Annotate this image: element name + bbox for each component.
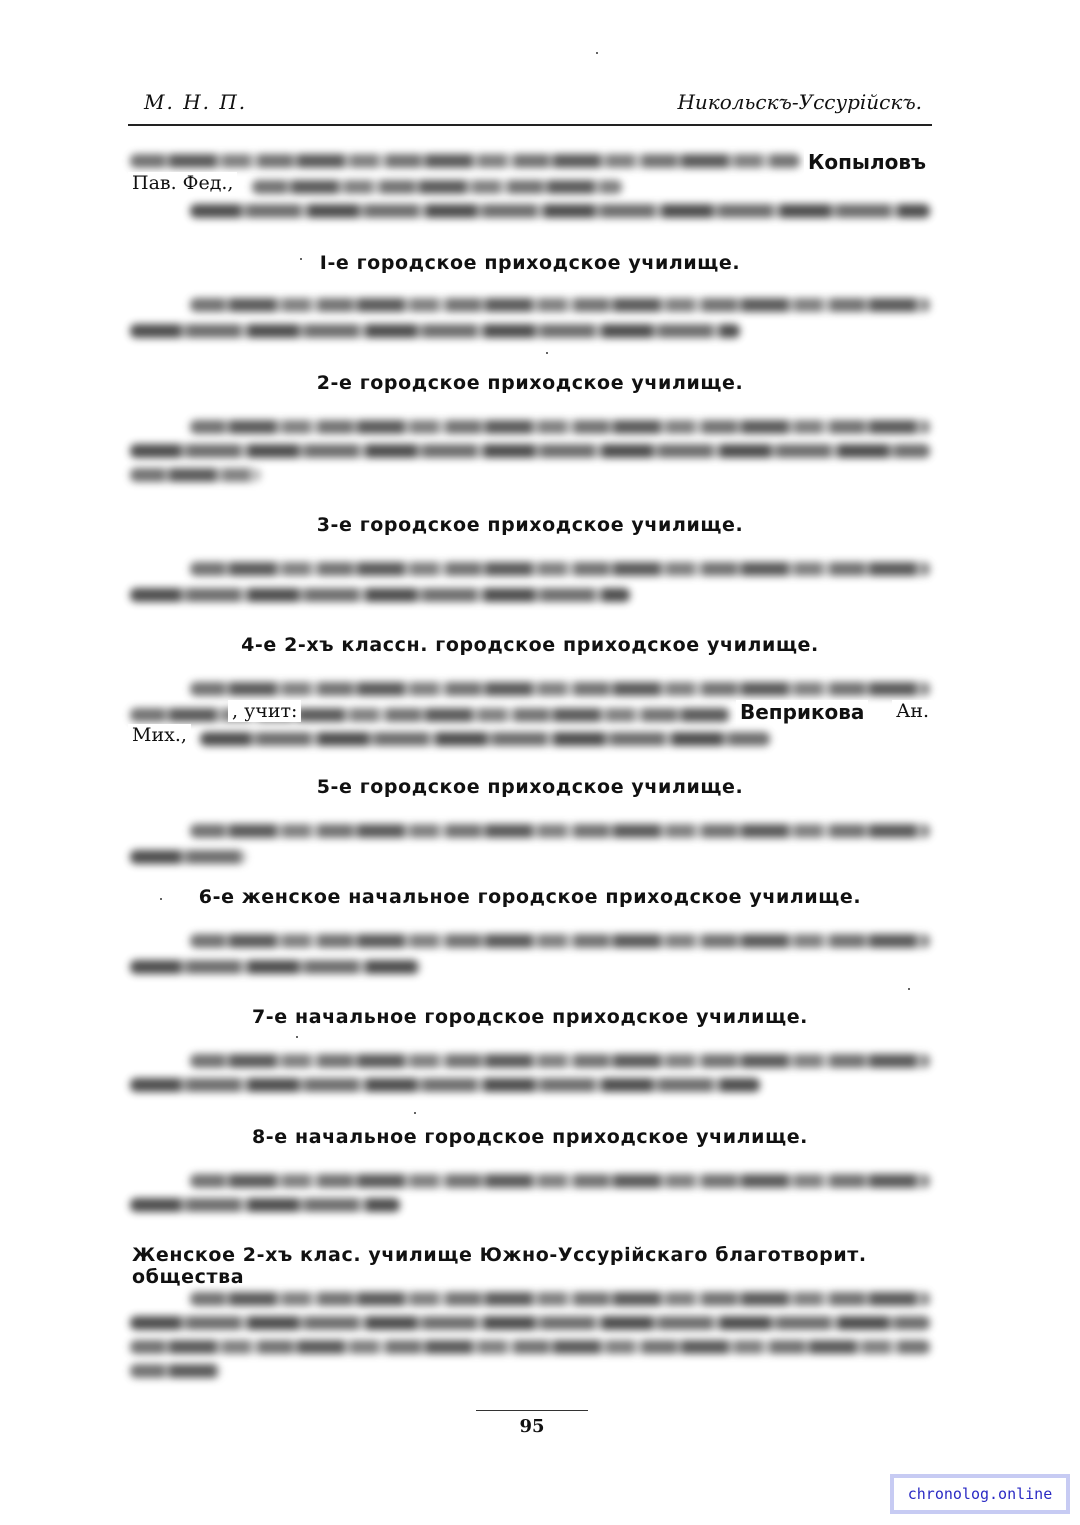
- header-left: М. Н. П.: [144, 90, 248, 114]
- section-heading: 4-е 2-хъ классн. городское приходское училище.: [241, 634, 819, 656]
- section-heading: I-е городское приходское училище.: [319, 252, 741, 274]
- blurred-text-line: [130, 1364, 220, 1378]
- blurred-text-line: [130, 154, 800, 168]
- section-heading: 3-е городское приходское училище.: [316, 514, 744, 536]
- scan-speck: [300, 258, 302, 260]
- section-heading: Женское 2-хъ клас. училище Южно-Уссурійскаго благотворит. общества: [132, 1244, 867, 1288]
- visible-name-fragment: Ан.: [892, 700, 933, 722]
- running-header: [128, 88, 932, 126]
- visible-name-fragment: Пав. Фед.,: [128, 172, 237, 194]
- page-number: 95: [519, 1416, 545, 1437]
- visible-text-fragment: , учит:: [228, 700, 301, 722]
- blurred-text-line: [130, 1078, 760, 1092]
- blurred-text-line: [190, 1054, 930, 1068]
- blurred-text-line: [130, 960, 420, 974]
- blurred-text-line: [190, 298, 930, 312]
- section-heading: 7-е начальное городское приходское училище.: [251, 1006, 808, 1028]
- scan-speck: [414, 1112, 416, 1114]
- blurred-text-line: [190, 1174, 930, 1188]
- blurred-text-line: [190, 562, 930, 576]
- blurred-text-line: [130, 444, 930, 458]
- blurred-text-line: [130, 1340, 930, 1354]
- blurred-text-line: [130, 850, 246, 864]
- header-right: Никольскъ-Уссурійскъ.: [677, 90, 922, 114]
- blurred-text-line: [252, 180, 622, 194]
- blurred-text-line: [130, 1316, 930, 1330]
- blurred-text-line: [190, 204, 930, 218]
- blurred-text-line: [130, 324, 740, 338]
- blurred-text-line: [130, 588, 630, 602]
- scan-speck: [546, 352, 548, 354]
- blurred-text-line: [130, 708, 730, 722]
- blurred-text-line: [130, 1198, 400, 1212]
- watermark-text: chronolog.online: [894, 1478, 1066, 1510]
- scan-speck: [596, 52, 598, 54]
- visible-name-fragment: Мих.,: [128, 724, 191, 746]
- blurred-text-line: [200, 732, 770, 746]
- scan-speck: [296, 1036, 298, 1038]
- blurred-text-line: [190, 1292, 930, 1306]
- blurred-text-line: [190, 824, 930, 838]
- section-heading: 6-е женское начальное городское приходское училище.: [198, 886, 862, 908]
- section-heading: 8-е начальное городское приходское училище.: [251, 1126, 808, 1148]
- watermark-badge: [890, 1474, 1070, 1514]
- blurred-text-line: [130, 468, 260, 482]
- scan-speck: [908, 988, 910, 990]
- footer-rule: [476, 1410, 588, 1411]
- blurred-text-line: [190, 934, 930, 948]
- visible-name-fragment: Копыловъ: [804, 150, 930, 174]
- visible-name-fragment: Веприкова: [736, 700, 868, 724]
- blurred-text-line: [190, 420, 930, 434]
- blurred-text-line: [190, 682, 930, 696]
- section-heading: 2-е городское приходское училище.: [316, 372, 744, 394]
- scan-speck: [160, 898, 162, 900]
- section-heading: 5-е городское приходское училище.: [316, 776, 744, 798]
